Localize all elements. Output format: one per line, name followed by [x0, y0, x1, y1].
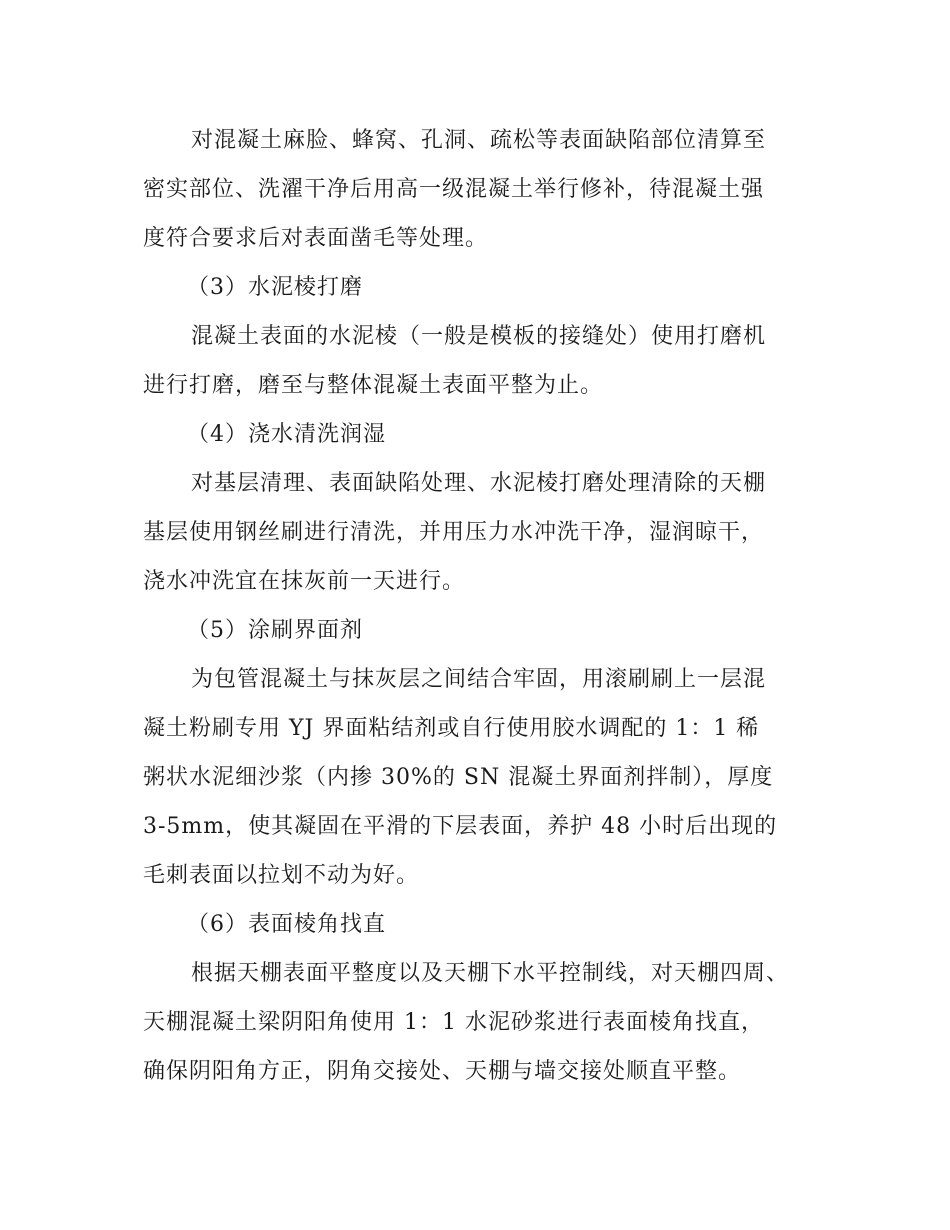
paragraph-line: 粥状水泥细沙浆（内掺 30%的 SN 混凝土界面剂拌制），厚度	[143, 765, 774, 790]
document-body	[143, 116, 815, 1096]
paragraph-line: 毛刺表面以拉划不动为好。	[143, 863, 420, 888]
paragraph-line: 浇水冲洗宜在抹灰前一天进行。	[143, 569, 466, 594]
section-heading: （6）表面棱角找直	[187, 912, 386, 937]
paragraph-line: 确保阴阳角方正，阴角交接处、天棚与墙交接处顺直平整。	[143, 1059, 742, 1084]
paragraph-line: 度符合要求后对表面凿毛等处理。	[143, 226, 489, 251]
paragraph-line: 密实部位、洗濯干净后用高一级混凝土举行修补，待混凝土强	[143, 177, 765, 202]
paragraph-line: 3-5mm，使其凝固在平滑的下层表面，养护 48 小时后出现的	[143, 814, 778, 839]
paragraph-line: 凝土粉刷专用 YJ 界面粘结剂或自行使用胶水调配的 1：1 稀	[143, 716, 760, 741]
paragraph-line: 天棚混凝土梁阴阳角使用 1：1 水泥砂浆进行表面棱角找直，	[143, 1010, 764, 1035]
paragraph-line: 对基层清理、表面缺陷处理、水泥棱打磨处理清除的天棚	[191, 471, 767, 496]
section-heading: （3）水泥棱打磨	[187, 275, 363, 300]
paragraph-line: 对混凝土麻脸、蜂窝、孔洞、疏松等表面缺陷部位清算至	[191, 128, 767, 153]
paragraph-line: 基层使用钢丝刷进行清洗，并用压力水冲洗干净，湿润晾干，	[143, 520, 765, 545]
paragraph-line: 进行打磨，磨至与整体混凝土表面平整为止。	[143, 373, 604, 398]
section-heading: （5）涂刷界面剂	[187, 618, 363, 643]
paragraph-line: 混凝土表面的水泥棱（一般是模板的接缝处）使用打磨机	[191, 324, 767, 349]
paragraph-line: 根据天棚表面平整度以及天棚下水平控制线，对天棚四周、	[191, 961, 790, 986]
paragraph-line: 为包管混凝土与抹灰层之间结合牢固，用滚刷刷上一层混	[191, 667, 767, 692]
section-heading: （4）浇水清洗润湿	[187, 422, 386, 447]
